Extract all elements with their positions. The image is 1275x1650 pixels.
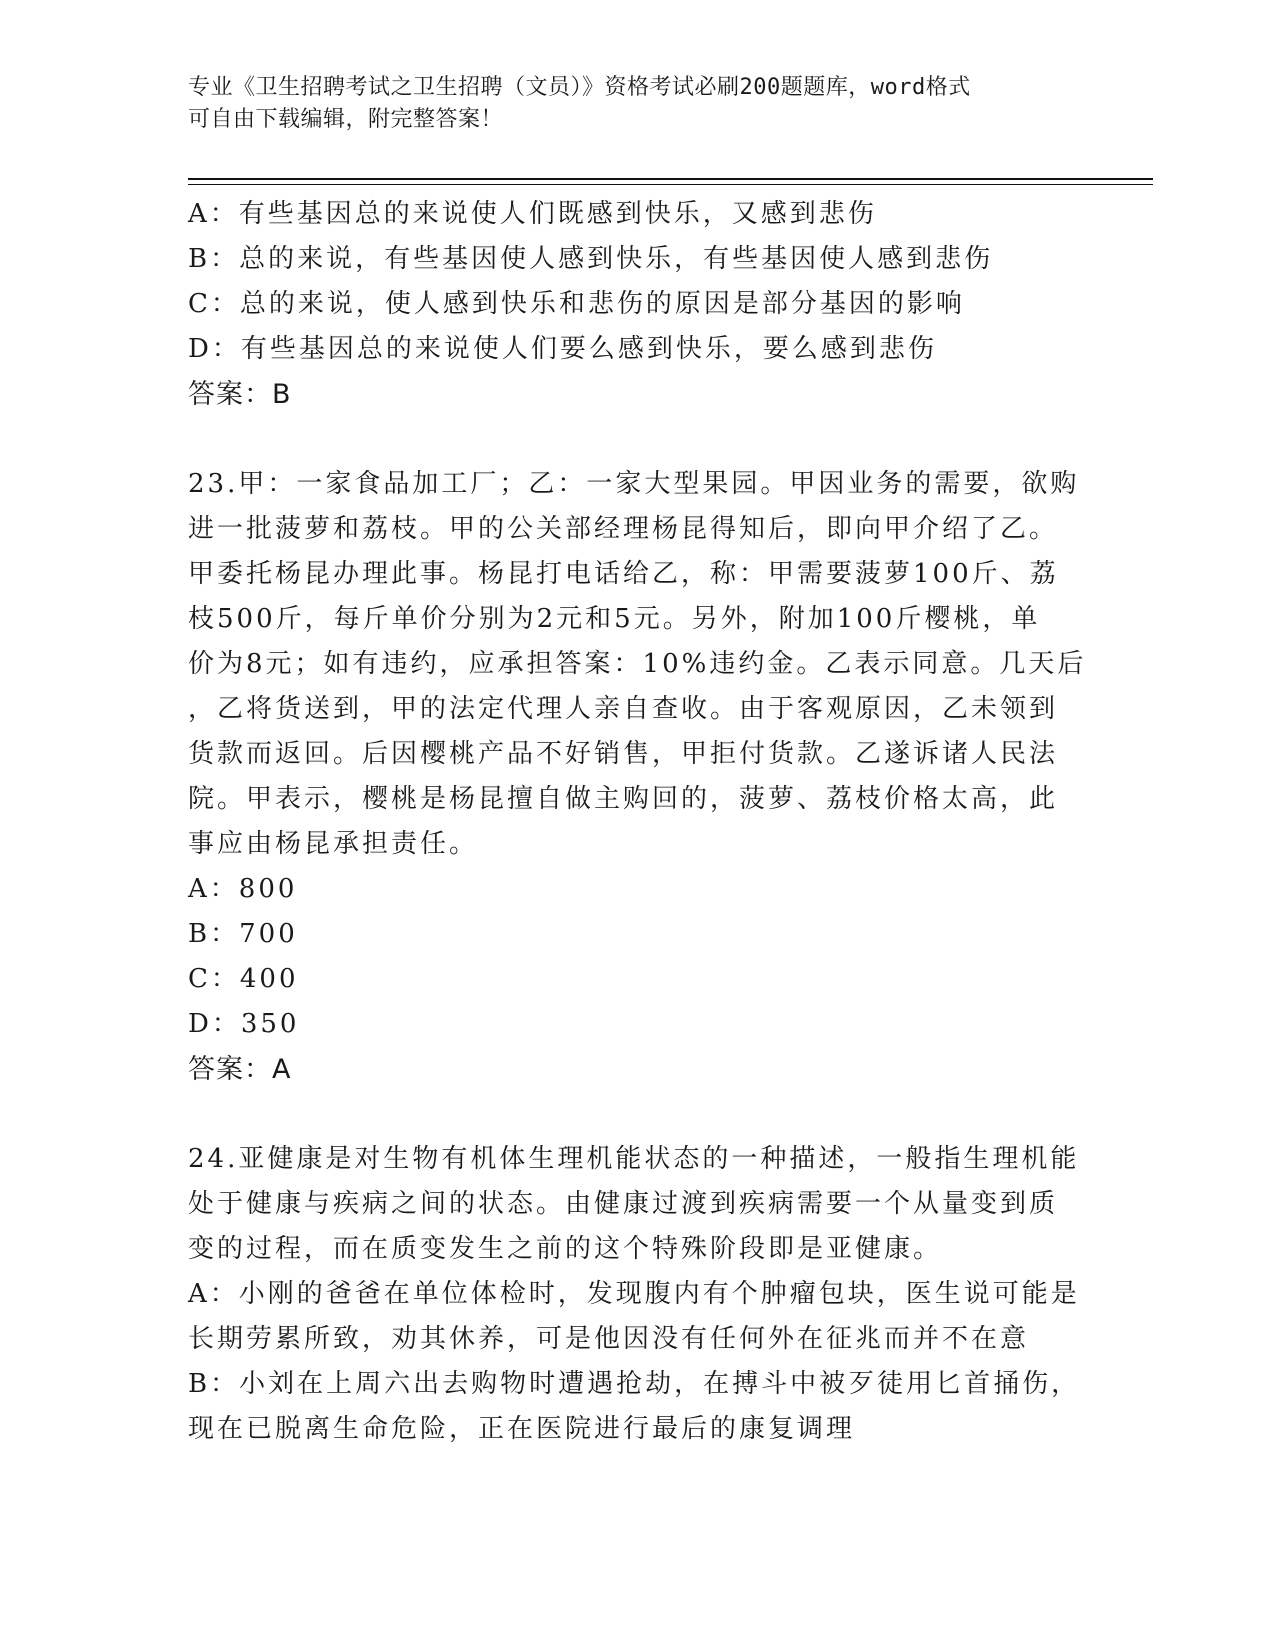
question-text-line: 枝500斤，每斤单价分别为2元和5元。另外，附加100斤樱桃，单 xyxy=(188,604,1041,634)
document-body xyxy=(188,192,1088,1452)
question-text-line: 事应由杨昆承担责任。 xyxy=(188,829,479,859)
option-a-continued: 长期劳累所致，劝其休养，可是他因没有任何外在征兆而并不在意 xyxy=(188,1324,1030,1354)
header-divider-thin xyxy=(188,184,1153,185)
spacer xyxy=(188,1092,1088,1137)
spacer xyxy=(188,417,1088,462)
option-b: B：总的来说，有些基因使人感到快乐，有些基因使人感到悲伤 xyxy=(188,244,994,274)
question-22 xyxy=(188,192,1088,417)
option-a: A：小刚的爸爸在单位体检时，发现腹内有个肿瘤包块，医生说可能是 xyxy=(188,1279,1080,1309)
question-text-line: 甲委托杨昆办理此事。杨昆打电话给乙，称：甲需要菠萝100斤、荔 xyxy=(188,559,1059,589)
document-header xyxy=(188,72,1068,136)
option-b-continued: 现在已脱离生命危险，正在医院进行最后的康复调理 xyxy=(188,1414,856,1444)
header-line: 可自由下载编辑，附完整答案！ xyxy=(188,107,504,132)
question-text-line: 变的过程，而在质变发生之前的这个特殊阶段即是亚健康。 xyxy=(188,1234,943,1264)
option-c: C：总的来说，使人感到快乐和悲伤的原因是部分基因的影响 xyxy=(188,289,965,319)
option-b: B：700 xyxy=(188,919,298,949)
question-text-line: 处于健康与疾病之间的状态。由健康过渡到疾病需要一个从量变到质 xyxy=(188,1189,1059,1219)
question-23 xyxy=(188,462,1088,1092)
answer-label: 答案：B xyxy=(188,379,292,410)
question-text-line: 24.亚健康是对生物有机体生理机能状态的一种描述，一般指生理机能 xyxy=(188,1144,1080,1174)
option-b: B：小刘在上周六出去购物时遭遇抢劫，在搏斗中被歹徒用匕首捅伤， xyxy=(188,1369,1081,1399)
option-a: A：800 xyxy=(188,874,298,904)
option-d: D：有些基因总的来说使人们要么感到快乐，要么感到悲伤 xyxy=(188,334,937,364)
option-c: C：400 xyxy=(188,964,299,994)
answer-label: 答案：A xyxy=(188,1054,292,1085)
option-d: D：350 xyxy=(188,1009,300,1039)
question-24 xyxy=(188,1137,1088,1452)
question-text-line: 价为8元；如有违约，应承担答案：10%违约金。乙表示同意。几天后 xyxy=(188,649,1087,679)
option-a: A：有些基因总的来说使人们既感到快乐，又感到悲伤 xyxy=(188,199,877,229)
header-divider xyxy=(188,178,1153,180)
question-text-line: 进一批菠萝和荔枝。甲的公关部经理杨昆得知后，即向甲介绍了乙。 xyxy=(188,514,1059,544)
question-text-line: 院。甲表示，樱桃是杨昆擅自做主购回的，菠萝、荔枝价格太高，此 xyxy=(188,784,1059,814)
question-text-line: ，乙将货送到，甲的法定代理人亲自查收。由于客观原因，乙未领到 xyxy=(188,694,1059,724)
question-text-line: 货款而返回。后因樱桃产品不好销售，甲拒付货款。乙遂诉诸人民法 xyxy=(188,739,1059,769)
question-text-line: 23.甲：一家食品加工厂；乙：一家大型果园。甲因业务的需要，欲购 xyxy=(188,469,1080,499)
header-line: 专业《卫生招聘考试之卫生招聘（文员）》资格考试必刷200题题库，word格式 xyxy=(188,75,971,100)
